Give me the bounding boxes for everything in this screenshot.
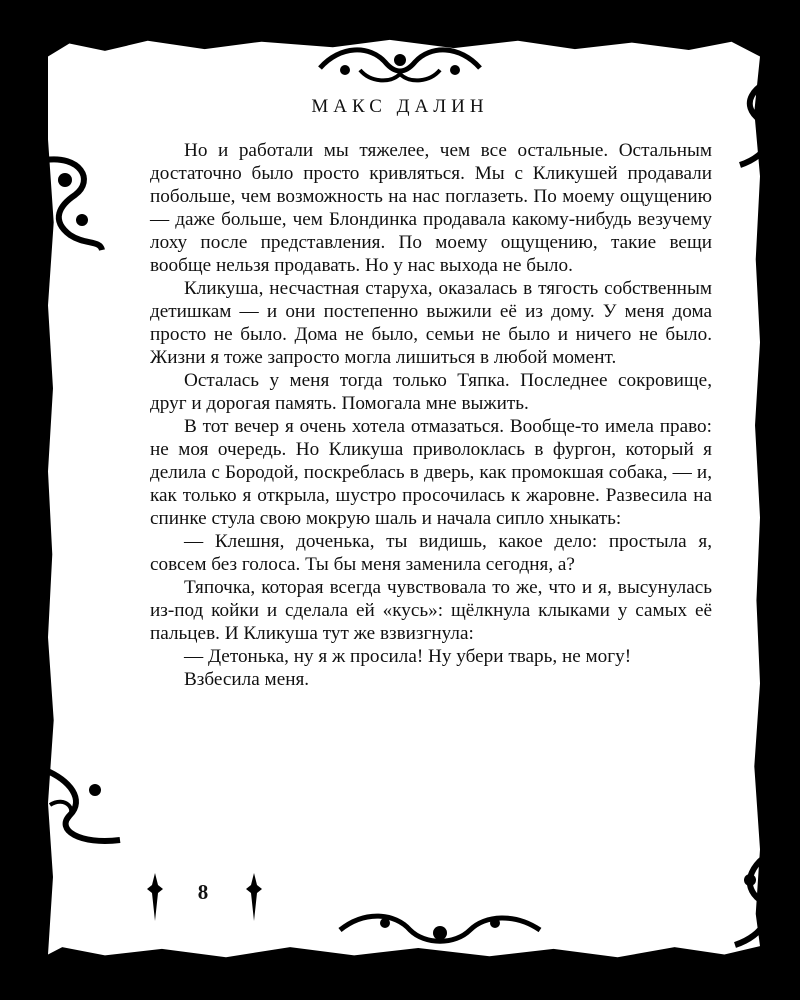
left-flourish-ornament bbox=[40, 150, 110, 260]
paragraph: — Детонька, ну я ж просила! Ну убери тварь, не могу! bbox=[184, 646, 632, 667]
page-number-left-dingbat-icon bbox=[145, 873, 165, 921]
page-number: 8 bbox=[197, 880, 209, 904]
paragraph: Но и работали мы тяжелее, чем все остальные. Остальным достаточно было просто кривляться. Мы с Кликушей продавали побольше, чем возможность на нас поглазеть. По моему ощущению — даже больше, чем Блондинка продавала какому-нибудь везучему лоху после представления. По моему ощущению, такие вещи вообще нельзя продавать. Но у нас выхода не было. bbox=[150, 140, 712, 276]
paragraph: — Клешня, доченька, ты видишь, какое дело: простыла я, совсем без голоса. Ты бы меня заменила сегодня, а? bbox=[150, 531, 712, 575]
paragraph: Взбесила меня. bbox=[184, 669, 310, 690]
right-lower-flourish-ornament bbox=[720, 840, 790, 950]
page-number-right-dingbat-icon bbox=[244, 873, 264, 921]
running-head-author: МАКС ДАЛИН bbox=[311, 96, 489, 117]
top-flourish-ornament bbox=[300, 40, 500, 90]
left-lower-flourish-ornament bbox=[40, 760, 130, 850]
paragraph: Тяпочка, которая всегда чувствовала то же, что и я, высунулась из-под койки и сделала ей «кусь»: щёлкнула клыками у самых её пальцев. И Кликуша тут же взвизгнула: bbox=[150, 577, 712, 644]
right-top-flourish-ornament bbox=[730, 70, 790, 170]
bottom-flourish-ornament bbox=[330, 905, 550, 955]
paragraph: В тот вечер я очень хотела отмазаться. Вообще-то имела право: не моя очередь. Но Кликуша приволоклась в фургон, который я делила с Бородой, поскреблась в дверь, как промокшая собака, — и, как только я открыла, шустро просочилась к жаровне. Развесила на спинке стула свою мокрую шаль и начала сипло хныкать: bbox=[150, 416, 712, 529]
body-text bbox=[150, 139, 712, 691]
paragraph: Осталась у меня тогда только Тяпка. Последнее сокровище, друг и дорогая память. Помогала мне выжить. bbox=[150, 370, 712, 414]
paragraph: Кликуша, несчастная старуха, оказалась в тягость собственным детишкам — и они постепенно выжили её из дому. У меня дома просто не было. Дома не было, семьи не было и ничего не было. Жизни я тоже запросто могла лишиться в любой момент. bbox=[150, 278, 712, 368]
